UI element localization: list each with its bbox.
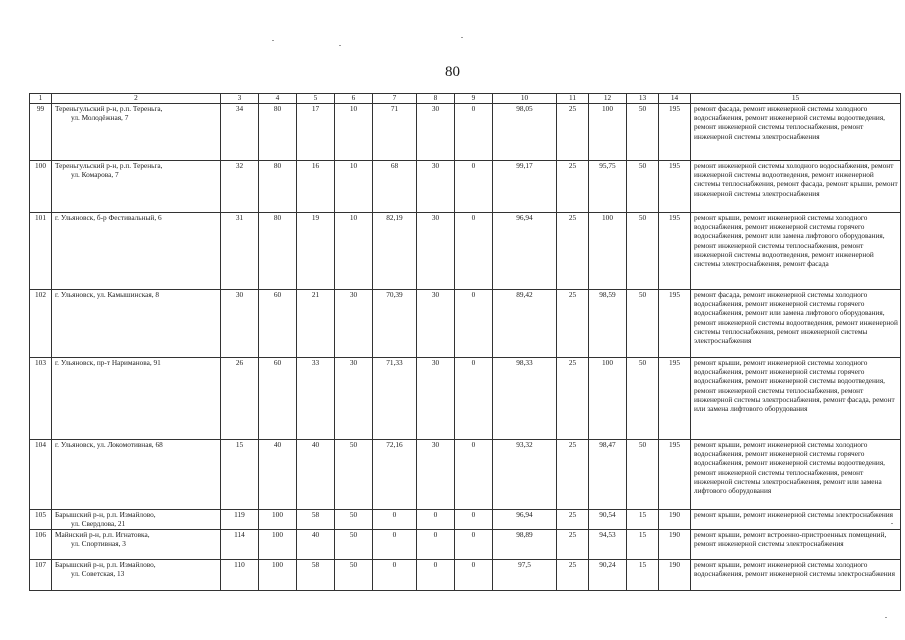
row-number: 106	[30, 530, 52, 560]
column-number: 6	[335, 94, 373, 104]
row-number: 99	[30, 104, 52, 161]
value-cell-col-8: 30	[417, 440, 455, 510]
table-row	[30, 530, 901, 560]
value-cell-col-13: 50	[627, 440, 659, 510]
repair-works: ремонт крыши, ремонт инженерной системы холодного водоснабжения, ремонт инженерной системы электроснабжения	[691, 560, 901, 591]
address-line: Майнский р-н, р.п. Игнатовка,	[55, 530, 150, 539]
value-cell-col-7: 72,16	[373, 440, 417, 510]
table-row	[30, 358, 901, 440]
house-address	[52, 510, 221, 530]
table-row	[30, 161, 901, 213]
value-cell-col-13: 50	[627, 213, 659, 290]
value-cell-col-12: 98,59	[589, 290, 627, 358]
row-number: 105	[30, 510, 52, 530]
column-number: 15	[691, 94, 901, 104]
scan-speck	[885, 617, 887, 618]
address-line: Барышский р-н, р.п. Измайлово,	[55, 510, 156, 519]
value-cell-col-11: 25	[557, 440, 589, 510]
value-cell-col-14: 195	[659, 213, 691, 290]
value-cell-col-10: 99,17	[493, 161, 557, 213]
repair-works: ремонт крыши, ремонт инженерной системы холодного водоснабжения, ремонт инженерной системы горячего водоснабжения, ремонт или замена лифтового оборудования, ремонт инженерной системы теплоснабжения, ремонт инженерной системы водоотведения, ремонт инженерной системы электроснабжения, ремонт фасада	[691, 213, 901, 290]
value-cell-col-9: 0	[455, 213, 493, 290]
value-cell-col-10: 98,05	[493, 104, 557, 161]
value-cell-col-6: 50	[335, 510, 373, 530]
value-cell-col-11: 25	[557, 560, 589, 591]
address-line: г. Ульяновск, б-р Фестивальный, 6	[55, 213, 162, 222]
value-cell-col-11: 25	[557, 510, 589, 530]
house-address	[52, 530, 221, 560]
table-body	[30, 104, 901, 591]
value-cell-col-5: 58	[297, 560, 335, 591]
value-cell-col-4: 40	[259, 440, 297, 510]
value-cell-col-14: 195	[659, 290, 691, 358]
value-cell-col-10: 93,32	[493, 440, 557, 510]
column-number: 1	[30, 94, 52, 104]
value-cell-col-12: 98,47	[589, 440, 627, 510]
value-cell-col-4: 100	[259, 510, 297, 530]
value-cell-col-13: 50	[627, 358, 659, 440]
value-cell-col-6: 50	[335, 530, 373, 560]
house-address	[52, 560, 221, 591]
value-cell-col-9: 0	[455, 161, 493, 213]
repair-table	[29, 93, 901, 591]
column-number: 10	[493, 94, 557, 104]
value-cell-col-12: 95,75	[589, 161, 627, 213]
value-cell-col-5: 17	[297, 104, 335, 161]
value-cell-col-9: 0	[455, 530, 493, 560]
value-cell-col-4: 60	[259, 358, 297, 440]
value-cell-col-13: 15	[627, 530, 659, 560]
value-cell-col-10: 96,94	[493, 213, 557, 290]
value-cell-col-7: 71,33	[373, 358, 417, 440]
value-cell-col-6: 30	[335, 290, 373, 358]
value-cell-col-4: 60	[259, 290, 297, 358]
value-cell-col-14: 190	[659, 530, 691, 560]
value-cell-col-5: 16	[297, 161, 335, 213]
value-cell-col-7: 70,39	[373, 290, 417, 358]
value-cell-col-12: 94,53	[589, 530, 627, 560]
value-cell-col-11: 25	[557, 104, 589, 161]
value-cell-col-8: 0	[417, 530, 455, 560]
value-cell-col-6: 10	[335, 213, 373, 290]
table-row	[30, 104, 901, 161]
value-cell-col-3: 114	[221, 530, 259, 560]
page-number: 80	[445, 64, 460, 80]
address-line: Тереньгульский р-н, р.п. Тереньга,	[55, 161, 163, 170]
house-address	[52, 161, 221, 213]
value-cell-col-9: 0	[455, 358, 493, 440]
value-cell-col-14: 195	[659, 104, 691, 161]
row-number: 104	[30, 440, 52, 510]
address-line: г. Ульяновск, ул. Камышинская, 8	[55, 290, 160, 299]
value-cell-col-3: 32	[221, 161, 259, 213]
value-cell-col-5: 19	[297, 213, 335, 290]
repair-works: ремонт крыши, ремонт инженерной системы холодного водоснабжения, ремонт инженерной системы горячего водоснабжения, ремонт инженерной системы водоотведения, ремонт инженерной системы теплоснабжения, ремонт инженерной системы электроснабжения, ремонт или замена лифтового оборудования	[691, 440, 901, 510]
value-cell-col-12: 90,24	[589, 560, 627, 591]
repair-works: ремонт инженерной системы холодного водоснабжения, ремонт инженерной системы водоотведения, ремонт инженерной системы теплоснабжения, ремонт фасада, ремонт крыши, ремонт инженерной системы электроснабжения	[691, 161, 901, 213]
value-cell-col-6: 10	[335, 161, 373, 213]
value-cell-col-4: 80	[259, 213, 297, 290]
value-cell-col-11: 25	[557, 290, 589, 358]
value-cell-col-7: 0	[373, 530, 417, 560]
scan-speck	[272, 40, 274, 41]
house-address	[52, 290, 221, 358]
value-cell-col-11: 25	[557, 161, 589, 213]
address-line: ул. Свердлова, 21	[71, 519, 126, 529]
scan-speck	[339, 45, 341, 46]
address-line: Тереньгульский р-н, р.п. Тереньга,	[55, 104, 163, 113]
address-line: ул. Комарова, 7	[71, 170, 119, 180]
value-cell-col-4: 100	[259, 530, 297, 560]
value-cell-col-13: 15	[627, 560, 659, 591]
house-address	[52, 213, 221, 290]
repair-works: ремонт крыши, ремонт встроенно-пристроенных помещений, ремонт инженерной системы электроснабжения	[691, 530, 901, 560]
row-number: 103	[30, 358, 52, 440]
column-number: 11	[557, 94, 589, 104]
value-cell-col-5: 58	[297, 510, 335, 530]
value-cell-col-8: 0	[417, 560, 455, 591]
house-address	[52, 440, 221, 510]
house-address	[52, 358, 221, 440]
value-cell-col-4: 80	[259, 104, 297, 161]
address-line: ул. Советская, 13	[71, 569, 125, 579]
value-cell-col-6: 50	[335, 560, 373, 591]
column-number: 7	[373, 94, 417, 104]
house-address	[52, 104, 221, 161]
repair-works: ремонт крыши, ремонт инженерной системы холодного водоснабжения, ремонт инженерной системы горячего водоснабжения, ремонт инженерной системы водоотведения, ремонт инженерной системы теплоснабжения, ремонт инженерной системы электроснабжения, ремонт фасада, ремонт или замена лифтового оборудования	[691, 358, 901, 440]
value-cell-col-13: 50	[627, 104, 659, 161]
address-line: ул. Спортивная, 3	[71, 539, 126, 549]
value-cell-col-7: 68	[373, 161, 417, 213]
value-cell-col-8: 30	[417, 213, 455, 290]
table-row	[30, 510, 901, 530]
scan-speck	[461, 37, 463, 38]
value-cell-col-3: 26	[221, 358, 259, 440]
address-line: г. Ульяновск, пр-т Нариманова, 91	[55, 358, 161, 367]
scan-speck	[891, 523, 893, 524]
address-line: ул. Молодёжная, 7	[71, 113, 129, 123]
value-cell-col-5: 40	[297, 440, 335, 510]
column-number: 14	[659, 94, 691, 104]
value-cell-col-3: 110	[221, 560, 259, 591]
value-cell-col-4: 80	[259, 161, 297, 213]
value-cell-col-10: 98,33	[493, 358, 557, 440]
value-cell-col-7: 0	[373, 560, 417, 591]
value-cell-col-3: 30	[221, 290, 259, 358]
value-cell-col-4: 100	[259, 560, 297, 591]
value-cell-col-3: 31	[221, 213, 259, 290]
column-number: 5	[297, 94, 335, 104]
table-row	[30, 560, 901, 591]
repair-works: ремонт фасада, ремонт инженерной системы холодного водоснабжения, ремонт инженерной системы водоотведения, ремонт инженерной системы теплоснабжения, ремонт инженерной системы электроснабжения	[691, 104, 901, 161]
column-number: 2	[52, 94, 221, 104]
column-number: 9	[455, 94, 493, 104]
value-cell-col-13: 50	[627, 290, 659, 358]
row-number: 100	[30, 161, 52, 213]
value-cell-col-10: 97,5	[493, 560, 557, 591]
value-cell-col-3: 15	[221, 440, 259, 510]
value-cell-col-12: 100	[589, 358, 627, 440]
value-cell-col-11: 25	[557, 358, 589, 440]
value-cell-col-9: 0	[455, 510, 493, 530]
value-cell-col-8: 30	[417, 161, 455, 213]
column-number: 12	[589, 94, 627, 104]
value-cell-col-14: 195	[659, 440, 691, 510]
value-cell-col-9: 0	[455, 560, 493, 591]
value-cell-col-11: 25	[557, 530, 589, 560]
value-cell-col-5: 21	[297, 290, 335, 358]
value-cell-col-9: 0	[455, 104, 493, 161]
column-number: 8	[417, 94, 455, 104]
value-cell-col-7: 71	[373, 104, 417, 161]
repair-works: ремонт крыши, ремонт инженерной системы электроснабжения	[691, 510, 901, 530]
row-number: 107	[30, 560, 52, 591]
address-line: г. Ульяновск, ул. Локомотивная, 68	[55, 440, 163, 449]
value-cell-col-10: 89,42	[493, 290, 557, 358]
value-cell-col-7: 82,19	[373, 213, 417, 290]
value-cell-col-8: 30	[417, 104, 455, 161]
value-cell-col-12: 100	[589, 104, 627, 161]
value-cell-col-6: 10	[335, 104, 373, 161]
table-row	[30, 213, 901, 290]
value-cell-col-11: 25	[557, 213, 589, 290]
row-number: 101	[30, 213, 52, 290]
value-cell-col-12: 90,54	[589, 510, 627, 530]
value-cell-col-8: 30	[417, 290, 455, 358]
value-cell-col-13: 15	[627, 510, 659, 530]
value-cell-col-8: 0	[417, 510, 455, 530]
value-cell-col-6: 50	[335, 440, 373, 510]
value-cell-col-8: 30	[417, 358, 455, 440]
column-number-row	[30, 94, 901, 104]
value-cell-col-14: 195	[659, 161, 691, 213]
value-cell-col-10: 96,94	[493, 510, 557, 530]
repair-works: ремонт фасада, ремонт инженерной системы холодного водоснабжения, ремонт инженерной системы горячего водоснабжения, ремонт или замена лифтового оборудования, ремонт инженерной системы водоотведения, ремонт инженерной системы теплоснабжения, ремонт инженерной системы электроснабжения	[691, 290, 901, 358]
value-cell-col-14: 190	[659, 510, 691, 530]
value-cell-col-9: 0	[455, 440, 493, 510]
value-cell-col-3: 119	[221, 510, 259, 530]
table-row	[30, 440, 901, 510]
value-cell-col-10: 98,89	[493, 530, 557, 560]
value-cell-col-13: 50	[627, 161, 659, 213]
address-line: Барышский р-н, р.п. Измайлово,	[55, 560, 156, 569]
column-number: 3	[221, 94, 259, 104]
column-number: 4	[259, 94, 297, 104]
value-cell-col-5: 33	[297, 358, 335, 440]
value-cell-col-7: 0	[373, 510, 417, 530]
value-cell-col-3: 34	[221, 104, 259, 161]
value-cell-col-14: 190	[659, 560, 691, 591]
table-row	[30, 290, 901, 358]
value-cell-col-12: 100	[589, 213, 627, 290]
value-cell-col-6: 30	[335, 358, 373, 440]
row-number: 102	[30, 290, 52, 358]
value-cell-col-9: 0	[455, 290, 493, 358]
column-number: 13	[627, 94, 659, 104]
value-cell-col-14: 195	[659, 358, 691, 440]
value-cell-col-5: 40	[297, 530, 335, 560]
